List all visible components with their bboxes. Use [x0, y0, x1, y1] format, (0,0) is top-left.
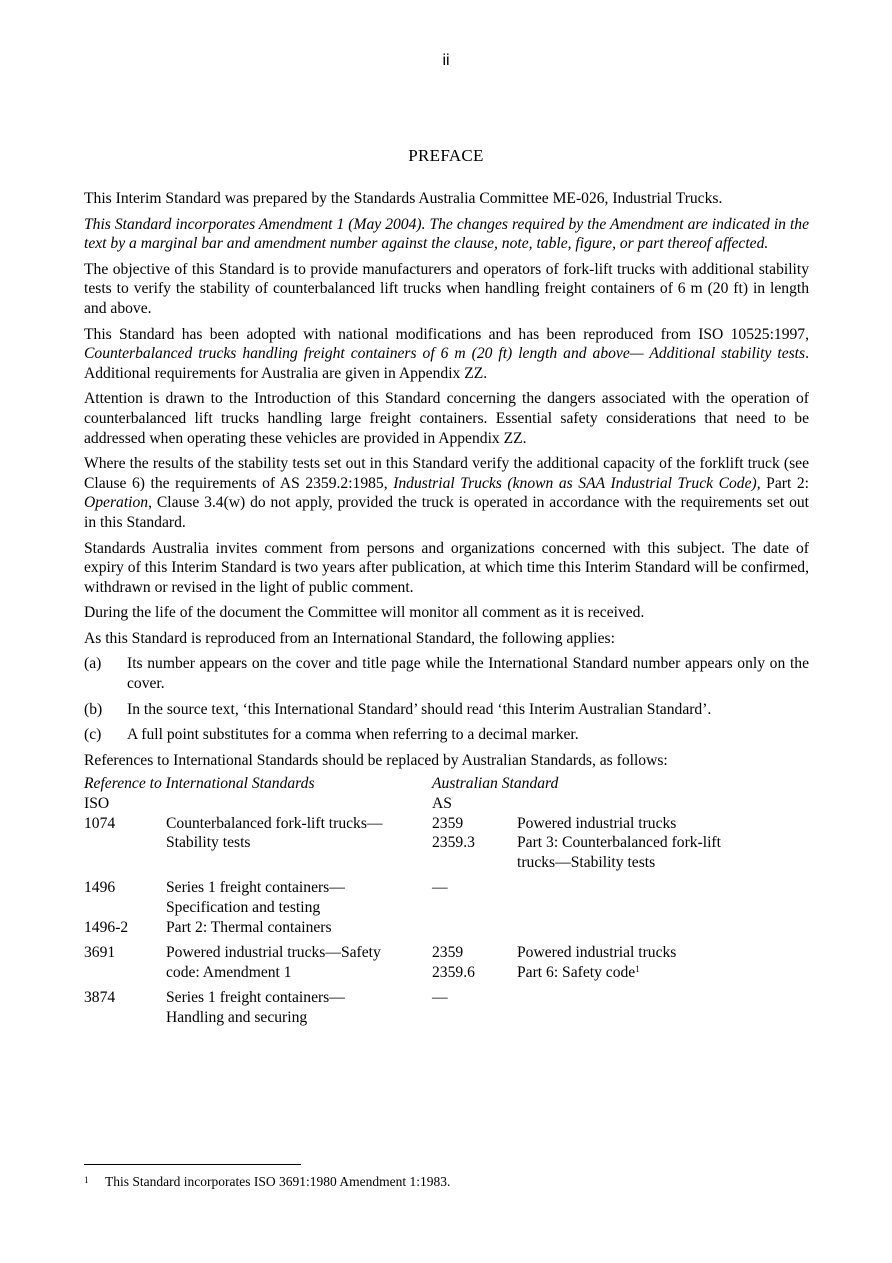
iso-number: 1496-2 [84, 918, 129, 936]
as-number: 2359.6 [432, 963, 475, 981]
iso-number [84, 833, 166, 853]
as-title [517, 918, 809, 944]
references-table [84, 774, 809, 1027]
as-title-cell [517, 963, 809, 989]
as-number: 2359 [432, 814, 464, 832]
list-text: Its number appears on the cover and title page while the International Standard number appears only on the cover. [127, 655, 809, 693]
as-number: 2359.3 [432, 834, 475, 852]
paragraph-objective: The objective of this Standard is to provide manufacturers and operators of fork-lift trucks with additional stability tests to verify the stability of counterbalanced lift trucks when handling freight containers of 6 m (20 ft) in length and above. [84, 260, 809, 317]
as-title [517, 878, 809, 898]
as-number [432, 918, 517, 944]
table-row [84, 814, 809, 834]
paragraph-monitor: During the life of the document the Committee will monitor all comment as it is received. [84, 604, 645, 622]
list-item [84, 700, 809, 720]
iso-number [84, 963, 166, 989]
iso-number: 1496 [84, 879, 116, 897]
table-row [84, 853, 809, 879]
iso-title: Specification and testing [166, 899, 321, 916]
iso-title: Part 2: Thermal containers [166, 918, 332, 936]
footnote-divider [84, 1164, 301, 1165]
table-row [84, 833, 809, 853]
iso-number: 3691 [84, 944, 116, 962]
table-row [84, 918, 809, 944]
paragraph-committee: This Interim Standard was prepared by the Standards Australia Committee ME-026, Industrial Trucks. [84, 190, 723, 207]
footnote-text: This Standard incorporates ISO 3691:1980 Amendment 1:1983. [105, 1174, 451, 1189]
as-number [432, 898, 517, 918]
footnote-mark: 1 [84, 1175, 89, 1185]
as-number: — [432, 989, 448, 1007]
list-label: (b) [84, 700, 103, 718]
table-row [84, 878, 809, 898]
stability-operation: Operation [84, 494, 149, 512]
list-label: (c) [84, 726, 102, 744]
iso-number [84, 1008, 166, 1028]
adoption-text-1: This Standard has been adopted with national modifications and has been reproduced from ISO 10525:1997, [84, 325, 809, 343]
left-heading: Reference to International Standards [84, 775, 315, 793]
iso-title: Powered industrial trucks—Safety [166, 944, 381, 962]
as-title: Powered industrial trucks [517, 944, 677, 962]
iso-title [166, 853, 432, 879]
paragraph-attention: Attention is drawn to the Introduction of this Standard concerning the dangers associated with the operation of counterbalanced lift trucks handling large freight containers. Essential safety considerations that need to be addressed when operating these vehicles are provided in Appendix ZZ. [84, 390, 809, 447]
as-title: Part 3: Counterbalanced fork-lift [517, 834, 721, 852]
iso-number: 3874 [84, 989, 116, 1007]
paragraph-amendment-note: This Standard incorporates Amendment 1 (May 2004). The changes required by the Amendment are indicated in the text by a marginal bar and amendment number against the clause, note, table, figure, or part thereof affected. [84, 215, 809, 253]
as-number: — [432, 879, 448, 897]
table-row [84, 1008, 809, 1028]
iso-number [84, 898, 166, 918]
stability-text-1: Where the results of the stability tests set out in this Standard verify the additional capacity of the forklift truck (see Clause 6) the requirements of AS 2359.2:1985, [84, 455, 809, 492]
right-heading: Australian Standard [432, 775, 559, 793]
as-number: 2359 [432, 944, 464, 962]
iso-title: Counterbalanced fork-lift trucks— [166, 814, 383, 832]
table-row [84, 898, 809, 918]
iso-title: Handling and securing [166, 1008, 308, 1026]
stability-text-2: Part 2: [760, 474, 809, 492]
as-title [517, 1008, 809, 1028]
as-title [517, 988, 809, 1008]
preface-body [84, 189, 809, 1028]
footnote [84, 1174, 450, 1190]
iso-number: 1074 [84, 814, 116, 832]
list-text: In the source text, ‘this International Standard’ should read ‘this Interim Australian Standard’. [127, 700, 712, 718]
table-subheading-row [84, 794, 809, 814]
table-heading-row [84, 774, 809, 794]
iso-number [84, 853, 166, 879]
list-text: A full point substitutes for a comma when referring to a decimal marker. [127, 726, 579, 744]
iso-title: Stability tests [166, 834, 251, 852]
table-row [84, 963, 809, 989]
list-label: (a) [84, 655, 102, 673]
as-title [517, 898, 809, 918]
adoption-iso-title: Counterbalanced trucks handling freight containers of 6 m (20 ft) length and above— Additional stability tests [84, 345, 806, 363]
list-item [84, 725, 809, 745]
stability-code-title: Industrial Trucks (known as SAA Industrial Truck Code), [393, 474, 761, 492]
paragraph-references: References to International Standards should be replaced by Australian Standards, as follows: [84, 751, 668, 769]
list-item [84, 654, 809, 693]
paragraph-comment-invitation: Standards Australia invites comment from persons and organizations concerned with this subject. The date of expiry of this Interim Standard is two years after publication, at which time this Interim Standard will be confirmed, withdrawn or revised in the light of public comment. [84, 539, 809, 596]
iso-title: Series 1 freight containers— [166, 989, 345, 1007]
as-title: trucks—Stability tests [517, 853, 656, 871]
iso-title: Series 1 freight containers— [166, 879, 345, 897]
iso-subheading: ISO [84, 795, 110, 813]
paragraph-adoption [84, 325, 809, 384]
table-row [84, 988, 809, 1008]
page-title: PREFACE [408, 146, 484, 165]
as-subheading: AS [432, 795, 452, 813]
stability-text-3: , Clause 3.4(w) do not apply, provided the truck is operated in accordance with the requirements set out in this Standard. [84, 494, 809, 531]
table-row [84, 943, 809, 963]
iso-title: code: Amendment 1 [166, 963, 292, 981]
paragraph-stability-results [84, 454, 809, 532]
as-number [432, 1008, 517, 1028]
as-title: Powered industrial trucks [517, 814, 677, 832]
adoption-text-2: . Additional requirements for Australia are given in Appendix ZZ. [84, 345, 809, 382]
footnote-reference[interactable]: 1 [635, 963, 640, 974]
paragraph-applies: As this Standard is reproduced from an International Standard, the following applies: [84, 629, 615, 647]
as-number [432, 853, 517, 879]
as-title: Part 6: Safety code [517, 963, 636, 981]
page-number: ii [442, 52, 450, 69]
